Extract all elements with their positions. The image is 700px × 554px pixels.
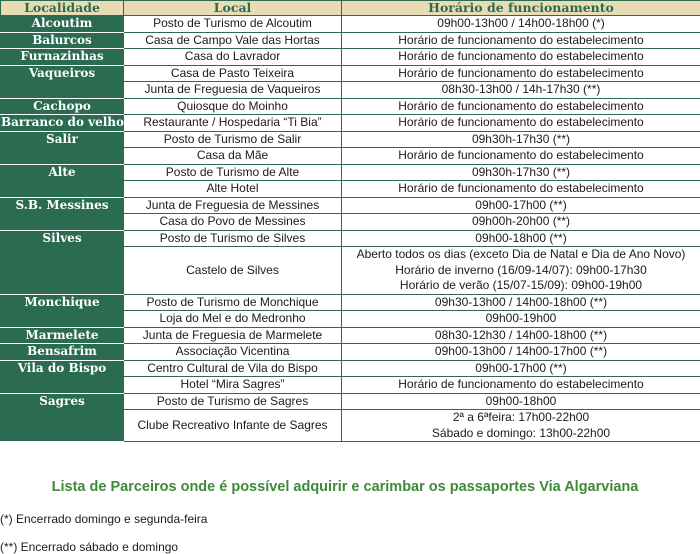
header-local: Local (124, 1, 342, 16)
place-cell: Loja do Mel e do Medronho (124, 311, 342, 328)
place-cell: Posto de Turismo de Alcoutim (124, 16, 342, 33)
hours-line: 09h00-13h00 / 14h00-17h00 (**) (435, 344, 607, 358)
hours-cell (342, 410, 700, 442)
hours-cell (342, 32, 700, 49)
hours-line: Horário de funcionamento do estabelecimento (398, 148, 643, 162)
place-cell: Junta de Freguesia de Marmelete (124, 327, 342, 344)
table-row (1, 360, 700, 377)
place-cell: Posto de Turismo de Monchique (124, 294, 342, 311)
hours-cell (342, 16, 700, 33)
header-localidade: Localidade (1, 1, 124, 16)
table-row (1, 393, 700, 410)
hours-line: Horário de inverno (16/09-14/07): 09h00-17h30 (342, 263, 700, 279)
locality-cell: Salir (1, 131, 124, 164)
hours-cell (342, 294, 700, 311)
locality-cell: Silves (1, 230, 124, 294)
hours-line: Horário de funcionamento do estabelecimento (398, 181, 643, 195)
locality-cell: Alcoutim (1, 16, 124, 33)
table-row (1, 131, 700, 148)
hours-line: Horário de funcionamento do estabelecimento (398, 33, 643, 47)
hours-line: 09h30h-17h30 (**) (472, 132, 570, 146)
table-row (1, 32, 700, 49)
hours-line: 09h00-17h00 (**) (475, 361, 566, 375)
locality-cell: Bensafrim (1, 344, 124, 361)
hours-cell (342, 148, 700, 165)
table-row (1, 164, 700, 181)
locality-cell: Vaqueiros (1, 65, 124, 98)
table-row (1, 65, 700, 82)
hours-line: Horário de funcionamento do estabelecimento (398, 115, 643, 129)
hours-line: Sábado e domingo: 13h00-22h00 (342, 426, 700, 442)
locality-cell: S.B. Messines (1, 197, 124, 230)
hours-line: 09h00-18h00 (486, 394, 557, 408)
hours-line: 08h30-13h00 / 14h-17h30 (**) (442, 82, 601, 96)
place-cell: Restaurante / Hospedaria “Ti Bia” (124, 115, 342, 132)
place-cell: Posto de Turismo de Salir (124, 131, 342, 148)
hours-cell (342, 197, 700, 214)
locality-cell: Alte (1, 164, 124, 197)
hours-line: Horário de funcionamento do estabelecimento (398, 377, 643, 391)
hours-line: Horário de verão (15/07-15/09): 09h00-19h00 (342, 278, 700, 294)
table-row (1, 16, 700, 33)
hours-cell (342, 377, 700, 394)
hours-line: 09h00-17h00 (**) (475, 198, 566, 212)
hours-cell (342, 49, 700, 66)
hours-line: 2ª a 6ªfeira: 17h00-22h00 (342, 410, 700, 426)
footnote-closed-weekend: (**) Encerrado sábado e domingo (0, 540, 178, 554)
place-cell: Clube Recreativo Infante de Sagres (124, 410, 342, 442)
place-cell: Posto de Turismo de Silves (124, 230, 342, 247)
place-cell: Posto de Turismo de Alte (124, 164, 342, 181)
locality-cell: Monchique (1, 294, 124, 327)
hours-line: 09h30h-17h30 (**) (472, 165, 570, 179)
hours-line: Horário de funcionamento do estabelecimento (398, 49, 643, 63)
table-row (1, 344, 700, 361)
table-row (1, 230, 700, 247)
place-cell: Quiosque do Moinho (124, 98, 342, 115)
hours-cell (342, 131, 700, 148)
hours-cell (342, 311, 700, 328)
locality-cell: Marmelete (1, 327, 124, 344)
footnote-closed-sun-mon: (*) Encerrado domingo e segunda-feira (0, 512, 207, 526)
locality-cell: Vila do Bispo (1, 360, 124, 393)
header-horario: Horário de funcionamento (342, 1, 700, 16)
hours-cell (342, 247, 700, 295)
hours-line: 09h00-13h00 / 14h00-18h00 (*) (437, 16, 604, 30)
place-cell: Centro Cultural de Vila do Bispo (124, 360, 342, 377)
hours-cell (342, 164, 700, 181)
hours-cell (342, 230, 700, 247)
place-cell: Associação Vicentina (124, 344, 342, 361)
hours-cell (342, 82, 700, 99)
hours-cell (342, 98, 700, 115)
locality-cell: Sagres (1, 393, 124, 442)
hours-cell (342, 393, 700, 410)
hours-line: 09h30-13h00 / 14h00-18h00 (**) (435, 295, 607, 309)
hours-line: Aberto todos os dias (exceto Dia de Natal e Dia de Ano Novo) (342, 247, 700, 263)
place-cell: Posto de Turismo de Sagres (124, 393, 342, 410)
place-cell: Hotel “Mira Sagres” (124, 377, 342, 394)
hours-line: 09h00-18h00 (**) (475, 231, 566, 245)
place-cell: Casa da Mãe (124, 148, 342, 165)
locality-cell: Furnazinhas (1, 49, 124, 66)
place-cell: Casa do Lavrador (124, 49, 342, 66)
place-cell: Casa de Campo Vale das Hortas (124, 32, 342, 49)
place-cell: Castelo de Silves (124, 247, 342, 295)
hours-line: Horário de funcionamento do estabelecimento (398, 66, 643, 80)
hours-line: 09h00h-20h00 (**) (472, 214, 570, 228)
table-row (1, 49, 700, 66)
locality-cell: Cachopo (1, 98, 124, 115)
place-cell: Casa de Pasto Teixeira (124, 65, 342, 82)
table-row (1, 294, 700, 311)
locality-cell: Barranco do velho (1, 115, 124, 132)
hours-cell (342, 181, 700, 198)
locality-cell: Balurcos (1, 32, 124, 49)
hours-line: 08h30-12h30 / 14h00-18h00 (**) (435, 328, 607, 342)
place-cell: Alte Hotel (124, 181, 342, 198)
hours-cell (342, 65, 700, 82)
hours-cell (342, 344, 700, 361)
table-body (1, 16, 700, 442)
hours-cell (342, 327, 700, 344)
place-cell: Junta de Freguesia de Messines (124, 197, 342, 214)
table-row (1, 327, 700, 344)
hours-line: Horário de funcionamento do estabelecimento (398, 99, 643, 113)
place-cell: Casa do Povo de Messines (124, 214, 342, 231)
partners-title: Lista de Parceiros onde é possível adquirir e carimbar os passaportes Via Algarviana (0, 479, 690, 495)
hours-cell (342, 115, 700, 132)
table-row (1, 197, 700, 214)
table-row (1, 115, 700, 132)
hours-line: 09h00-19h00 (486, 311, 557, 325)
header-row (1, 1, 700, 16)
hours-cell (342, 360, 700, 377)
table-row (1, 98, 700, 115)
place-cell: Junta de Freguesia de Vaqueiros (124, 82, 342, 99)
hours-cell (342, 214, 700, 231)
